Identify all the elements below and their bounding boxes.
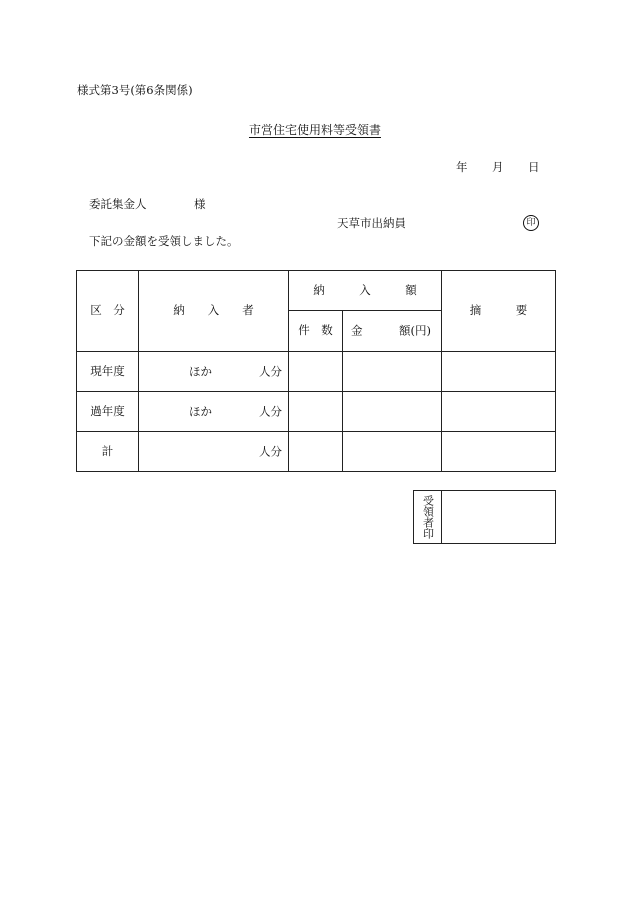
table-row bbox=[77, 352, 556, 392]
header-category: 区 分 bbox=[77, 271, 139, 352]
row-amount-cell bbox=[343, 352, 442, 392]
receipt-seal-box bbox=[413, 490, 556, 544]
row-payer-cell bbox=[139, 392, 289, 432]
form-number: 様式第3号(第6条関係) bbox=[77, 83, 193, 97]
statement-text: 下記の金額を受領しました。 bbox=[89, 234, 239, 248]
header-amount-group: 納 入 額 bbox=[289, 271, 442, 311]
receipt-seal-label: 受領者印 bbox=[421, 495, 435, 539]
row-payer-cell bbox=[139, 352, 289, 392]
header-amount bbox=[343, 311, 442, 352]
row-unit-text: 人分 bbox=[259, 443, 282, 458]
addressee-title: 委託集金人 bbox=[89, 197, 147, 211]
issuer-title: 天草市出納員 bbox=[337, 216, 406, 230]
date-day-label: 日 bbox=[528, 160, 540, 174]
date-year-label: 年 bbox=[456, 160, 468, 174]
page-title-text: 市営住宅使用料等受領書 bbox=[248, 123, 381, 137]
table-row bbox=[77, 432, 556, 472]
row-unit-text: 人分 bbox=[259, 403, 282, 418]
header-amount-part-b: 額(円) bbox=[399, 323, 431, 338]
receipt-seal-area bbox=[442, 491, 556, 544]
row-count-cell bbox=[289, 432, 343, 472]
addressee-honorific: 様 bbox=[194, 197, 206, 211]
header-payer: 納 入 者 bbox=[139, 271, 289, 352]
row-label: 計 bbox=[77, 432, 139, 472]
seal-icon: 印 bbox=[523, 215, 539, 231]
receipt-seal-label-cell bbox=[414, 491, 442, 544]
date-month-label: 月 bbox=[492, 160, 504, 174]
row-remarks-cell bbox=[442, 352, 556, 392]
row-count-cell bbox=[289, 352, 343, 392]
header-remarks: 摘 要 bbox=[442, 271, 556, 352]
row-other-text: ほか bbox=[189, 403, 212, 418]
page-title bbox=[0, 124, 630, 136]
table-row bbox=[77, 392, 556, 432]
row-label: 現年度 bbox=[77, 352, 139, 392]
row-count-cell bbox=[289, 392, 343, 432]
row-remarks-cell bbox=[442, 432, 556, 472]
row-amount-cell bbox=[343, 432, 442, 472]
row-amount-cell bbox=[343, 392, 442, 432]
receipt-table bbox=[76, 270, 556, 472]
row-unit-text: 人分 bbox=[259, 363, 282, 378]
header-amount-part-a: 金 bbox=[351, 323, 363, 338]
row-remarks-cell bbox=[442, 392, 556, 432]
row-label: 過年度 bbox=[77, 392, 139, 432]
row-payer-cell bbox=[139, 432, 289, 472]
row-other-text: ほか bbox=[189, 363, 212, 378]
header-count: 件 数 bbox=[289, 311, 343, 352]
